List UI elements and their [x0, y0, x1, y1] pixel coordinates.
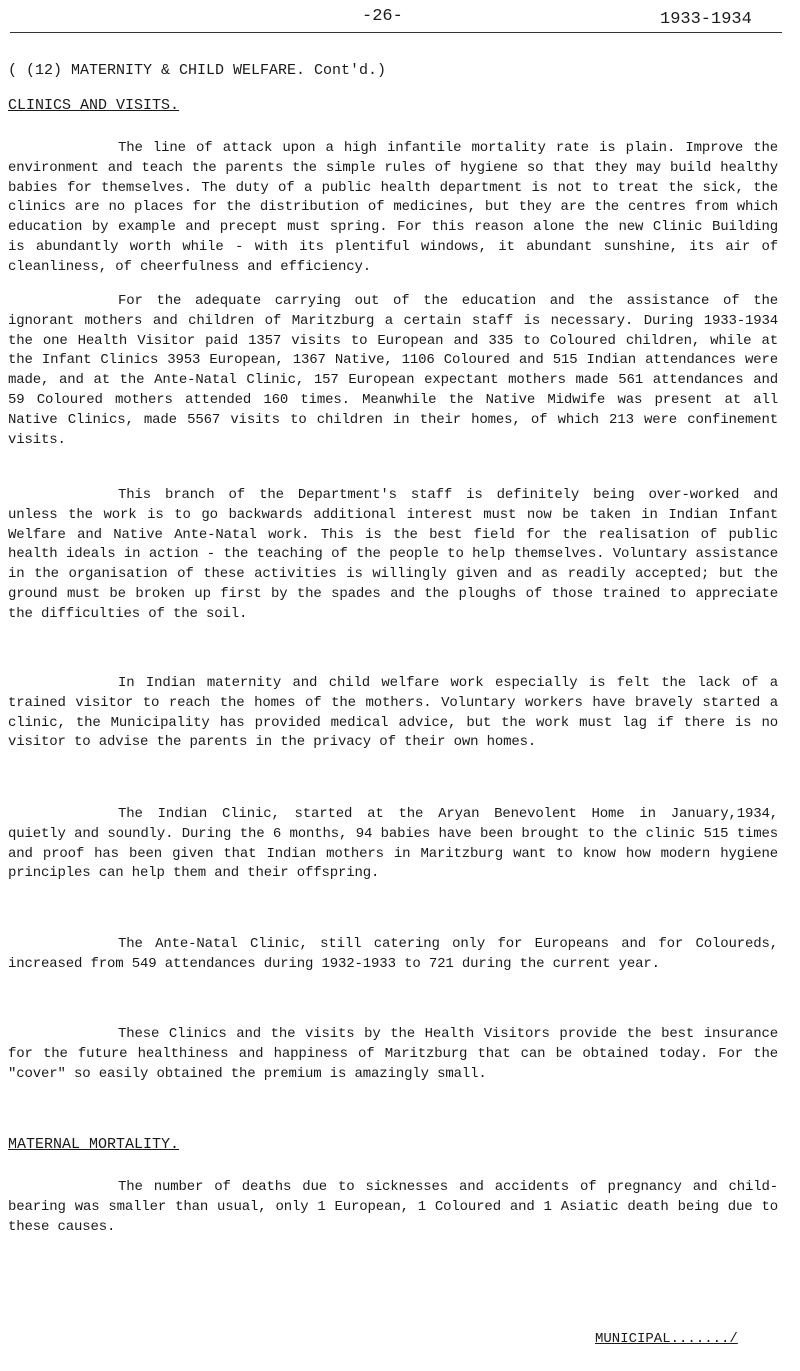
paragraph-ante-natal: The Ante-Natal Clinic, still catering only for Europeans and for Coloureds, increased from 549 attendances during 1932-1933 to 721 during the current year. [8, 936, 778, 972]
paragraph-attack: The line of attack upon a high infantile mortality rate is plain. Improve the environment and teach the parents the simple rules of hygiene so that they may build healthy babies for themselves. The duty of a public health department is not to treat the sick, the clinics are no places for the distribution of medicines, but they are the centres from which education by example and precept must spring. For this reason alone the new Clinic Building is abundantly worth while - with its plentiful windows, it abundant sunshine, its air of cleanliness, of cheerfulness and efficiency. [8, 140, 778, 275]
paragraph-overworked: This branch of the Department's staff is definitely being over-worked and unless the work is to go backwards additional interest must now be taken in Indian Infant Welfare and Native Ante-Natal work. This is the best field for the realisation of public health ideals in action - the teaching of the people to help themselves. Voluntary assistance in the organisation of these activities is willingly given and as readily accepted; but the ground must be broken up first by the spades and the ploughs of those trained to appreciate the difficulties of the soil. [8, 487, 778, 622]
paragraph-staff: For the adequate carrying out of the education and the assistance of the ignorant mothers and children of Maritzburg a certain staff is necessary. During 1933-1934 the one Health Visitor paid 1357 visits to European and 335 to Coloured children, while at the Infant Clinics 3953 European, 1367 Native, 1106 Coloured and 515 Indian attendances were made, and at the Ante-Natal Clinic, 157 European expectant mothers made 561 attendances and 59 Coloured mothers attended 160 times. Meanwhile the Native Midwife was present at all Native Clinics, made 5567 visits to children in their homes, of which 213 were confinement visits. [8, 293, 778, 448]
paragraph-indian-welfare: In Indian maternity and child welfare work especially is felt the lack of a trained visitor to reach the homes of the mothers. Voluntary workers have bravely started a clinic, the Municipality has provided medical advice, but the work must lag if there is no visitor to advise the parents in the privacy of their own homes. [8, 675, 778, 751]
section-title: ( (12) MATERNITY & CHILD WELFARE. Cont'd.) [8, 62, 387, 79]
header-rule [10, 32, 782, 33]
paragraph-insurance: These Clinics and the visits by the Health Visitors provide the best insurance for the future healthiness and happiness of Maritzburg that can be obtained today. For the "cover" so easily obtained the premium is amazingly small. [8, 1026, 778, 1082]
maternal-mortality-heading: MATERNAL MORTALITY. [8, 1136, 180, 1153]
paragraph-maternal-mortality: The number of deaths due to sicknesses and accidents of pregnancy and child-bearing was smaller than usual, only 1 European, 1 Coloured and 1 Asiatic death being due to these causes. [8, 1179, 778, 1235]
footer-continuation: MUNICIPAL......./ [595, 1331, 738, 1347]
page-number: -26- [362, 7, 403, 26]
clinics-heading: CLINICS AND VISITS. [8, 97, 180, 114]
year-range: 1933-1934 [660, 10, 752, 29]
paragraph-indian-clinic: The Indian Clinic, started at the Aryan Benevolent Home in January,1934, quietly and soundly. During the 6 months, 94 babies have been brought to the clinic 515 times and proof has been given that Indian mothers in Maritzburg want to know how modern hygiene principles can help them and their offspring. [8, 806, 778, 882]
